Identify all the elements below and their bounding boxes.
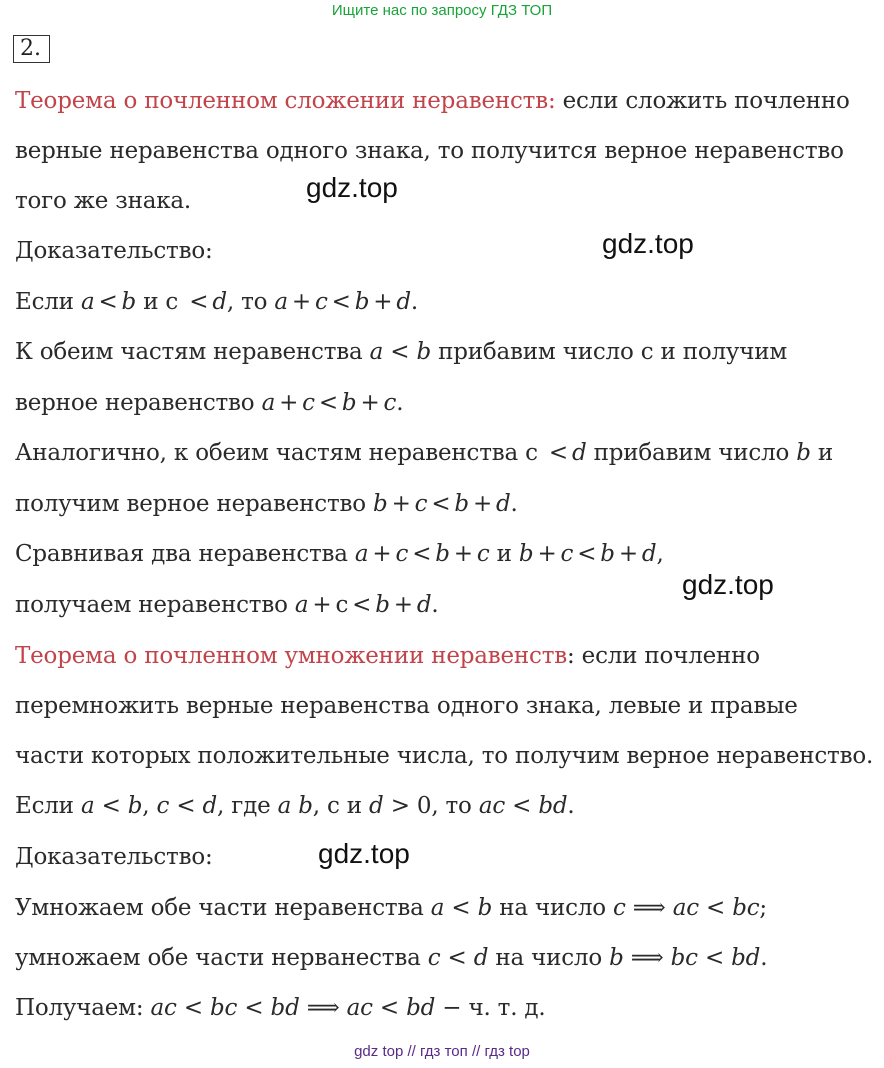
- proof-line-if: Если a < b и c < d, то a + c < b + d.: [15, 289, 418, 315]
- mul-line-multiply-b: умножаем обе части нерванества c < d на число b ⟹ bc < bd.: [15, 945, 768, 971]
- theorem-mul-title: Теорема о почленном умножении неравенств: [15, 643, 568, 669]
- footer-link-1[interactable]: gdz top: [354, 1043, 404, 1060]
- proof-line-similarly: Аналогично, к обеим частям неравенства c < d прибавим число b и: [15, 440, 834, 466]
- proof-line-result-2: получим верное неравенство b + c < b + d.: [15, 491, 518, 517]
- proof-line-add-c: К обеим частям неравенства a < b прибавим число c и получим: [15, 339, 788, 365]
- theorem-sum-line-1: Теорема о почленном сложении неравенств: если сложить почленно: [15, 88, 850, 114]
- watermark: gdz.top: [682, 569, 774, 600]
- watermark: gdz.top: [602, 228, 694, 259]
- footer-link-2[interactable]: гдз топ: [420, 1043, 468, 1060]
- theorem-sum-line-2: верные неравенства одного знака, то получится верное неравенство: [15, 138, 844, 164]
- proof-line-compare: Сравнивая два неравенства a + c < b + c и b + c < b + d,: [15, 541, 664, 567]
- watermark: gdz.top: [306, 172, 398, 203]
- theorem-sum-title: Теорема о почленном сложении неравенств:: [15, 88, 556, 114]
- search-banner: Ищите нас по запросу ГДЗ ТОП: [331, 2, 553, 19]
- mul-line-multiply-c: Умножаем обе части неравенства a < b на число c ⟹ ac < bc;: [15, 895, 767, 921]
- footer-links: gdz top // гдз топ // гдз top: [354, 1043, 530, 1060]
- proof-heading-1: Доказательство:: [15, 238, 213, 264]
- mul-line-result: Получаем: ac < bc < bd ⟹ ac < bd − ч. т. д.: [15, 995, 546, 1021]
- theorem-mul-line-2: перемножить верные неравенства одного знака, левые и правые: [15, 693, 798, 719]
- proof-line-result-1: верное неравенство a + c < b + c.: [15, 390, 404, 416]
- mul-line-if: Если a < b, c < d, где a b, c и d > 0, то ac < bd.: [15, 793, 575, 819]
- theorem-mul-line-1: Теорема о почленном умножении неравенств: если почленно: [15, 643, 760, 669]
- proof-heading-2: Доказательство:: [15, 844, 213, 870]
- theorem-sum-line-3: того же знака.: [15, 188, 192, 214]
- task-number: 2.: [13, 35, 50, 63]
- proof-line-conclusion: получаем неравенство a + c < b + d.: [15, 592, 439, 618]
- theorem-mul-line-3: части которых положительные числа, то получим верное неравенство.: [15, 743, 874, 769]
- footer-link-3[interactable]: гдз top: [484, 1043, 530, 1060]
- watermark: gdz.top: [318, 838, 410, 869]
